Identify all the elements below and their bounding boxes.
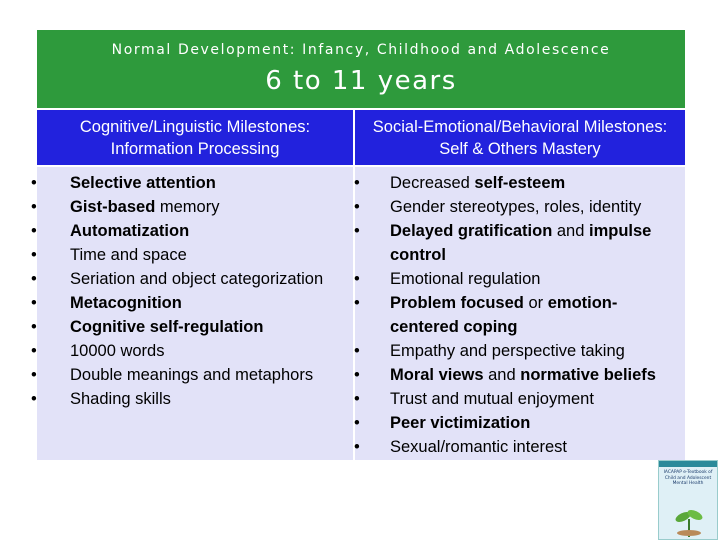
list-item [355,267,685,291]
textbook-cover-image [658,460,718,540]
list-item-text: impulse control [390,222,652,264]
list-item-text: Moral views [390,366,484,384]
list-item [31,291,353,315]
list-item-text: Gender stereotypes, roles, identity [390,198,642,216]
milestones-table [31,110,685,460]
bullet-icon: • [31,174,37,192]
bullet-icon: • [354,294,360,312]
bullet-icon: • [354,270,360,288]
list-item [31,339,353,363]
slide-header [37,30,685,108]
bullet-icon: • [354,198,360,216]
social-column-body [355,167,685,460]
seedling-icon [673,503,705,537]
bullet-icon: • [31,294,37,312]
list-item [31,387,353,411]
list-item-text: Metacognition [70,294,182,312]
list-item [31,363,353,387]
list-item-text: memory [155,198,220,216]
list-item-text: and [552,222,589,240]
cognitive-column [31,110,353,460]
list-item [355,171,685,195]
bullet-icon: • [354,174,360,192]
list-item [355,219,685,267]
list-item [31,219,353,243]
bullet-icon: • [354,414,360,432]
bullet-icon: • [31,270,37,288]
list-item-text: Trust and mutual enjoyment [390,390,594,408]
bullet-icon: • [31,198,37,216]
bullet-icon: • [31,222,37,240]
list-item [355,195,685,219]
bullet-icon: • [31,342,37,360]
list-item [31,267,353,291]
social-column-heading: Social-Emotional/Behavioral Milestones: Self & Others Mastery [355,110,685,165]
list-item-text: Gist-based [70,198,156,216]
list-item-text: Automatization [70,222,190,240]
list-item-text: and [483,366,521,384]
list-item-text: or [523,294,548,312]
cognitive-list [31,167,353,411]
list-item-text: Empathy and perspective taking [390,342,625,360]
list-item [355,411,685,435]
list-item [355,387,685,411]
book-cover-text: IACAPAP e-Textbook of Child and Adolescent Mental Health [663,470,713,486]
list-item [31,195,353,219]
slide-subtitle: Normal Development: Infancy, Childhood and Adolescence [111,42,611,58]
bullet-icon: • [354,366,360,384]
social-list [355,167,685,459]
bullet-icon: • [354,438,360,456]
book-top-strip [659,461,717,467]
bullet-icon: • [31,390,37,408]
list-item-text: Delayed gratification [390,222,553,240]
bullet-icon: • [31,318,37,336]
list-item [355,339,685,363]
social-column [355,110,685,460]
list-item-text: Shading skills [70,390,171,408]
list-item-text: 10000 words [70,342,165,360]
bullet-icon: • [31,366,37,384]
list-item [31,315,353,339]
bullet-icon: • [31,246,37,264]
cognitive-column-body [31,167,353,460]
bullet-icon: • [354,342,360,360]
list-item [355,435,685,459]
list-item-text: emotion-centered coping [390,294,618,336]
cognitive-column-heading: Cognitive/Linguistic Milestones: Information Processing [37,110,353,165]
bullet-icon: • [354,390,360,408]
list-item-text: Double meanings and metaphors [70,366,314,384]
list-item [355,363,685,387]
list-item-text: Emotional regulation [390,270,541,288]
list-item-text: Time and space [70,246,187,264]
list-item-text: self-esteem [474,174,566,192]
list-item-text: normative beliefs [520,366,656,384]
list-item-text: Peer victimization [390,414,531,432]
list-item-text: Problem focused [390,294,524,312]
list-item-text: Seriation and object categorization [70,270,324,288]
list-item-text: Decreased [390,174,475,192]
list-item-text: Sexual/romantic interest [390,438,567,456]
slide-title: 6 to 11 years [265,66,457,96]
list-item [31,171,353,195]
bullet-icon: • [354,222,360,240]
list-item [355,291,685,339]
list-item-text: Cognitive self-regulation [70,318,264,336]
list-item-text: Selective attention [70,174,216,192]
list-item [31,243,353,267]
